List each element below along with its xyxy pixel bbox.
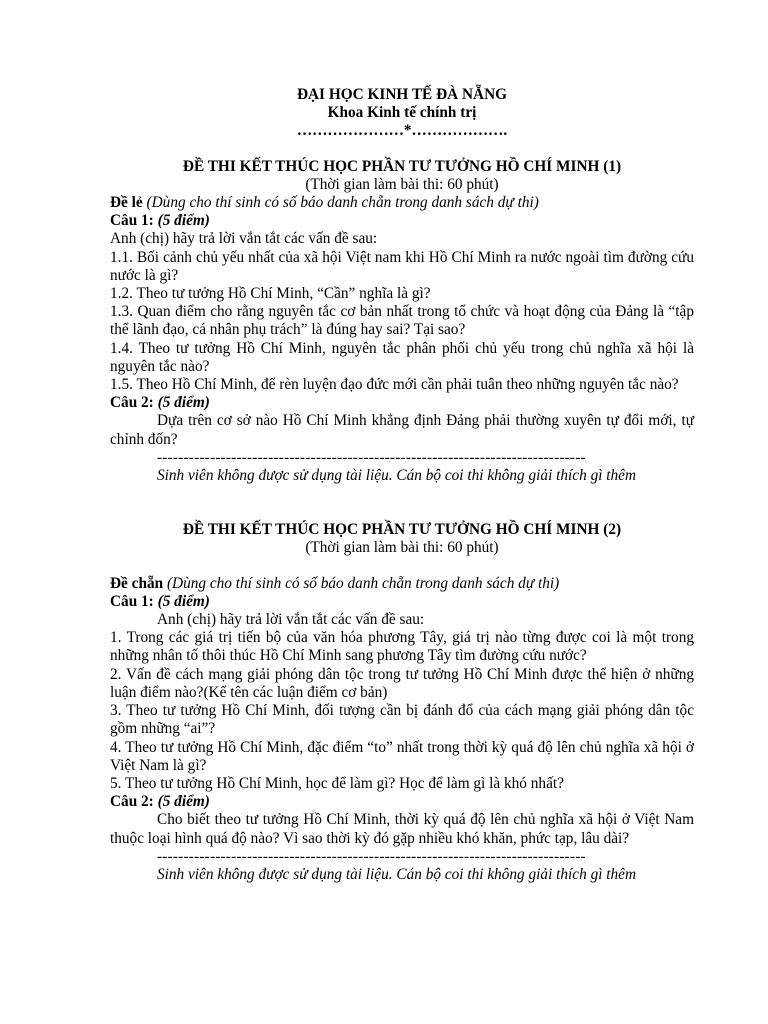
exam1-q1-item: 1.3. Quan điểm cho rằng nguyên tắc cơ bản nhất trong tổ chức và hoạt động của Đảng là “tập thể lãnh đạo, cá nhân phụ trách” là đúng hay sai? Tại sao? — [110, 303, 694, 339]
exam-document — [110, 86, 694, 884]
exam2-footer-note: Sinh viên không được sử dụng tài liệu. Cán bộ coi thi không giải thích gì thêm — [157, 865, 637, 883]
exam2-q1-item: 3. Theo tư tưởng Hồ Chí Minh, đối tượng cần bị đánh đổ của cách mạng giải phóng dân tộc gồm những “ai”? — [110, 702, 694, 738]
exam1-q2-heading — [110, 394, 694, 412]
exam1-footer-note: Sinh viên không được sử dụng tài liệu. Cán bộ coi thi không giải thích gì thêm — [157, 467, 637, 485]
university-name: ĐẠI HỌC KINH TẾ ĐÀ NẴNG — [296, 86, 508, 103]
exam1-variant — [110, 194, 694, 212]
exam1-q1-points: (5 điểm) — [153, 212, 210, 230]
exam1-q1-item: 1.5. Theo Hồ Chí Minh, để rèn luyện đạo đức mới cần phải tuân theo những nguyên tắc nào? — [110, 376, 679, 394]
exam2-variant — [110, 575, 694, 593]
exam2-q2-label: Câu 2: — [110, 793, 154, 811]
exam2-variant-label: Đề chẵn — [110, 574, 164, 592]
exam2-duration: (Thời gian làm bài thi: 60 phút) — [305, 539, 499, 557]
exam2-q1-label: Câu 1: — [110, 592, 154, 610]
exam2-q1-intro: Anh (chị) hãy trả lời vắn tắt các vấn đề sau: — [157, 611, 425, 629]
header-ornament: …………………*………………. — [296, 122, 508, 140]
exam2-q1-item: 2. Vấn đề cách mạng giải phóng dân tộc trong tư tưởng Hồ Chí Minh được thể hiện ở những luận điểm nào?(Kể tên các luận điểm cơ bản) — [110, 665, 694, 701]
exam1-duration: (Thời gian làm bài thi: 60 phút) — [305, 175, 499, 193]
exam1-q1-item: 1.1. Bối cảnh chủ yếu nhất của xã hội Việt nam khi Hồ Chí Minh ra nước ngoài tìm đường cứu nước là gì? — [110, 248, 694, 284]
exam2-title: ĐỀ THI KẾT THÚC HỌC PHẦN TƯ TƯỞNG HỒ CHÍ MINH (2) — [182, 521, 622, 539]
exam2-q1-item: 1. Trong các giá trị tiến bộ của văn hóa phương Tây, giá trị nào từng được coi là một trong những nhân tố thôi thúc Hồ Chí Minh sang phương Tây tìm đường cứu nước? — [110, 629, 694, 665]
exam1-q2-text: Dựa trên cơ sở nào Hồ Chí Minh khẳng định Đảng phải thường xuyên tự đổi mới, tự chỉnh đốn? — [110, 412, 694, 448]
exam2-q1-item: 4. Theo tư tưởng Hồ Chí Minh, đặc điểm “to” nhất trong thời kỳ quá độ lên chủ nghĩa xã hội ở Việt Nam là gì? — [110, 738, 694, 774]
exam1-q1-item: 1.2. Theo tư tưởng Hồ Chí Minh, “Cần” nghĩa là gì? — [110, 285, 431, 303]
exam1-q1-item: 1.4. Theo tư tưởng Hồ Chí Minh, nguyên tắc phân phối chủ yếu trong chủ nghĩa xã hội là nguyên tắc nào? — [110, 339, 694, 375]
exam1-q1-label: Câu 1: — [110, 212, 154, 230]
exam1-q2-points: (5 điểm) — [153, 394, 210, 412]
exam1-variant-note: (Dùng cho thí sinh có số báo danh chẵn trong danh sách dự thi) — [142, 194, 539, 212]
exam2-q1-points: (5 điểm) — [153, 592, 210, 610]
exam1-q2-label: Câu 2: — [110, 394, 154, 412]
exam1-q1-intro: Anh (chị) hãy trả lời vắn tắt các vấn đề sau: — [110, 230, 378, 248]
exam2-separator: --------------------------------------------------------------------------------- — [157, 847, 586, 865]
exam2-variant-note: (Dùng cho thí sinh có số báo danh chẵn trong danh sách dự thi) — [163, 574, 560, 592]
exam1-variant-label: Đề lẻ — [110, 194, 143, 212]
exam2-q2-points: (5 điểm) — [153, 793, 210, 811]
exam1-title: ĐỀ THI KẾT THÚC HỌC PHẦN TƯ TƯỞNG HỒ CHÍ MINH (1) — [182, 157, 622, 175]
exam2-q1-item: 5. Theo tư tưởng Hồ Chí Minh, học để làm gì? Học để làm gì là khó nhất? — [110, 774, 564, 792]
exam2-q2-text: Cho biết theo tư tưởng Hồ Chí Minh, thời kỳ quá độ lên chủ nghĩa xã hội ở Việt Nam thuộc loại hình quá độ nào? Vì sao thời kỳ đó gặp nhiều khó khăn, phức tạp, lâu dài? — [110, 811, 694, 847]
exam1-separator: --------------------------------------------------------------------------------- — [157, 448, 586, 466]
exam2-q2-heading — [110, 793, 694, 811]
exam1-q1-heading — [110, 212, 694, 230]
exam2-q1-heading — [110, 593, 694, 611]
faculty-name: Khoa Kinh tế chính trị — [327, 104, 477, 122]
